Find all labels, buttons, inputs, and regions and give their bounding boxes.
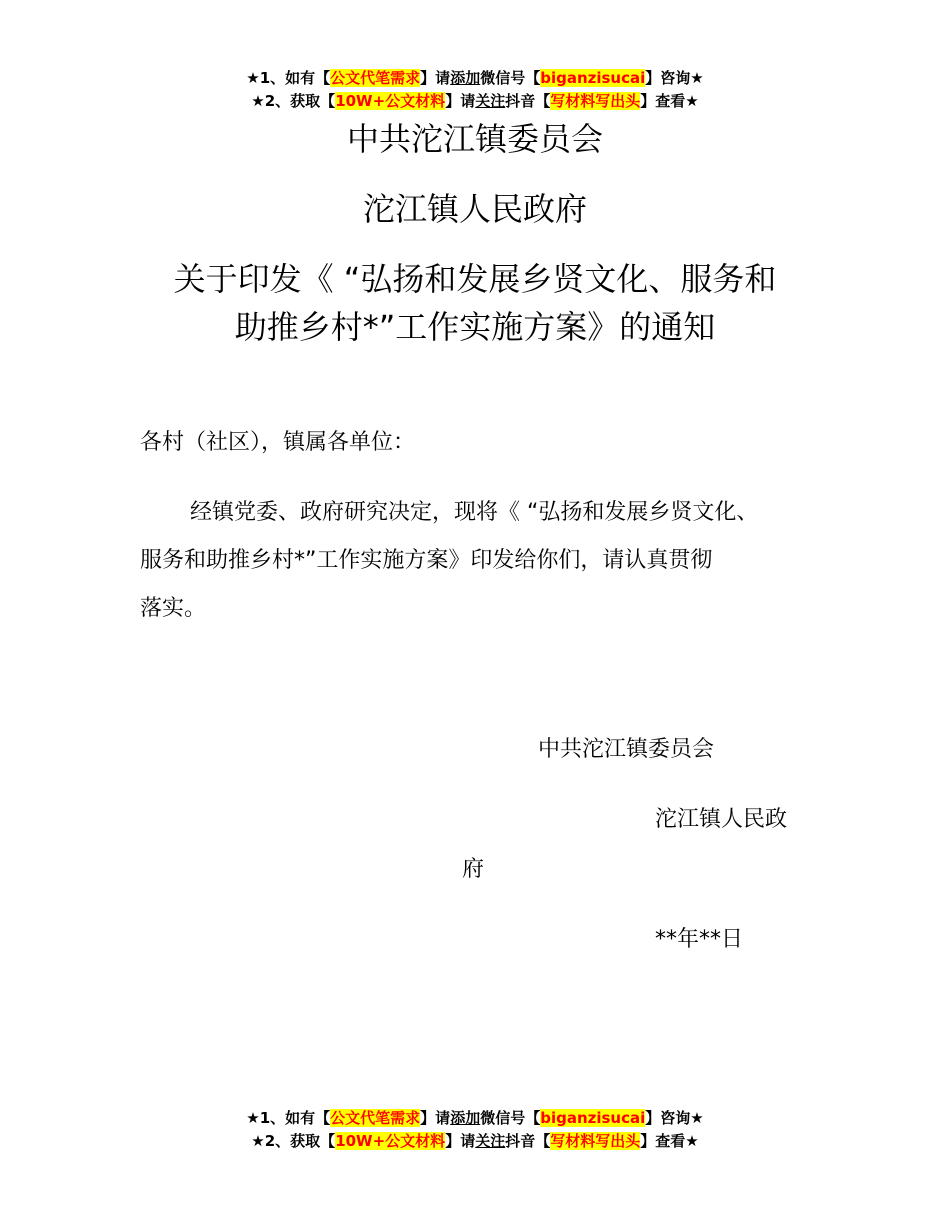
banner-text: 抖音【	[505, 1132, 551, 1150]
banner-line-2	[0, 1130, 950, 1153]
banner-highlight: 10W+公文材料	[335, 92, 446, 110]
banner-highlight-douyin: 写材料写出头	[550, 1132, 641, 1150]
banner-text: 抖音【	[505, 92, 551, 110]
banner-highlight-douyin: 写材料写出头	[550, 92, 641, 110]
signature-org-2-wrap: 府	[462, 857, 485, 882]
banner-highlight-wechat: biganzisucai	[540, 1109, 646, 1127]
banner-text: 】咨询★	[645, 69, 704, 87]
banner-text: ★1、如有【	[246, 1109, 331, 1127]
banner-text: ★2、获取【	[251, 1132, 336, 1150]
banner-line-1	[0, 1107, 950, 1130]
banner-text: 】查看★	[640, 92, 699, 110]
banner-underlined: 关注	[475, 92, 506, 110]
banner-text: 】查看★	[640, 1132, 699, 1150]
signature-org-2: 沱江镇人民政	[655, 807, 788, 832]
banner-line-2	[0, 90, 950, 113]
banner-text: 】请	[445, 92, 476, 110]
document-title-line-1: 关于印发《 “弘扬和发展乡贤文化、服务和	[173, 260, 777, 298]
document-title-org-1: 中共沱江镇委员会	[346, 120, 603, 158]
banner-highlight: 公文代笔需求	[330, 69, 421, 87]
signature-org-1: 中共沱江镇委员会	[538, 737, 715, 762]
document-title-line-2: 助推乡村*”工作实施方案》的通知	[234, 308, 716, 346]
document-title-org-2: 沱江镇人民政府	[362, 190, 587, 228]
body-paragraph-line-1: 经镇党委、政府研究决定，现将《 “弘扬和发展乡贤文化、	[190, 500, 759, 525]
banner-text: ★1、如有【	[246, 69, 331, 87]
signature-date: **年**日	[655, 927, 744, 952]
bottom-banner	[0, 1107, 950, 1153]
banner-line-1	[0, 67, 950, 90]
body-paragraph-line-3: 落实。	[140, 596, 207, 621]
banner-underlined: 添加	[450, 69, 481, 87]
banner-text: 】请	[420, 1109, 451, 1127]
banner-underlined: 关注	[475, 1132, 506, 1150]
salutation: 各村（社区），镇属各单位：	[140, 430, 416, 455]
banner-text: ★2、获取【	[251, 92, 336, 110]
banner-text: 】咨询★	[645, 1109, 704, 1127]
banner-text: 】请	[420, 69, 451, 87]
body-paragraph-line-2: 服务和助推乡村*”工作实施方案》印发给你们，请认真贯彻	[140, 548, 713, 573]
banner-highlight: 10W+公文材料	[335, 1132, 446, 1150]
top-banner	[0, 67, 950, 113]
banner-text: 】请	[445, 1132, 476, 1150]
banner-text: 微信号【	[480, 1109, 541, 1127]
banner-underlined: 添加	[450, 1109, 481, 1127]
banner-text: 微信号【	[480, 69, 541, 87]
banner-highlight-wechat: biganzisucai	[540, 69, 646, 87]
banner-highlight: 公文代笔需求	[330, 1109, 421, 1127]
